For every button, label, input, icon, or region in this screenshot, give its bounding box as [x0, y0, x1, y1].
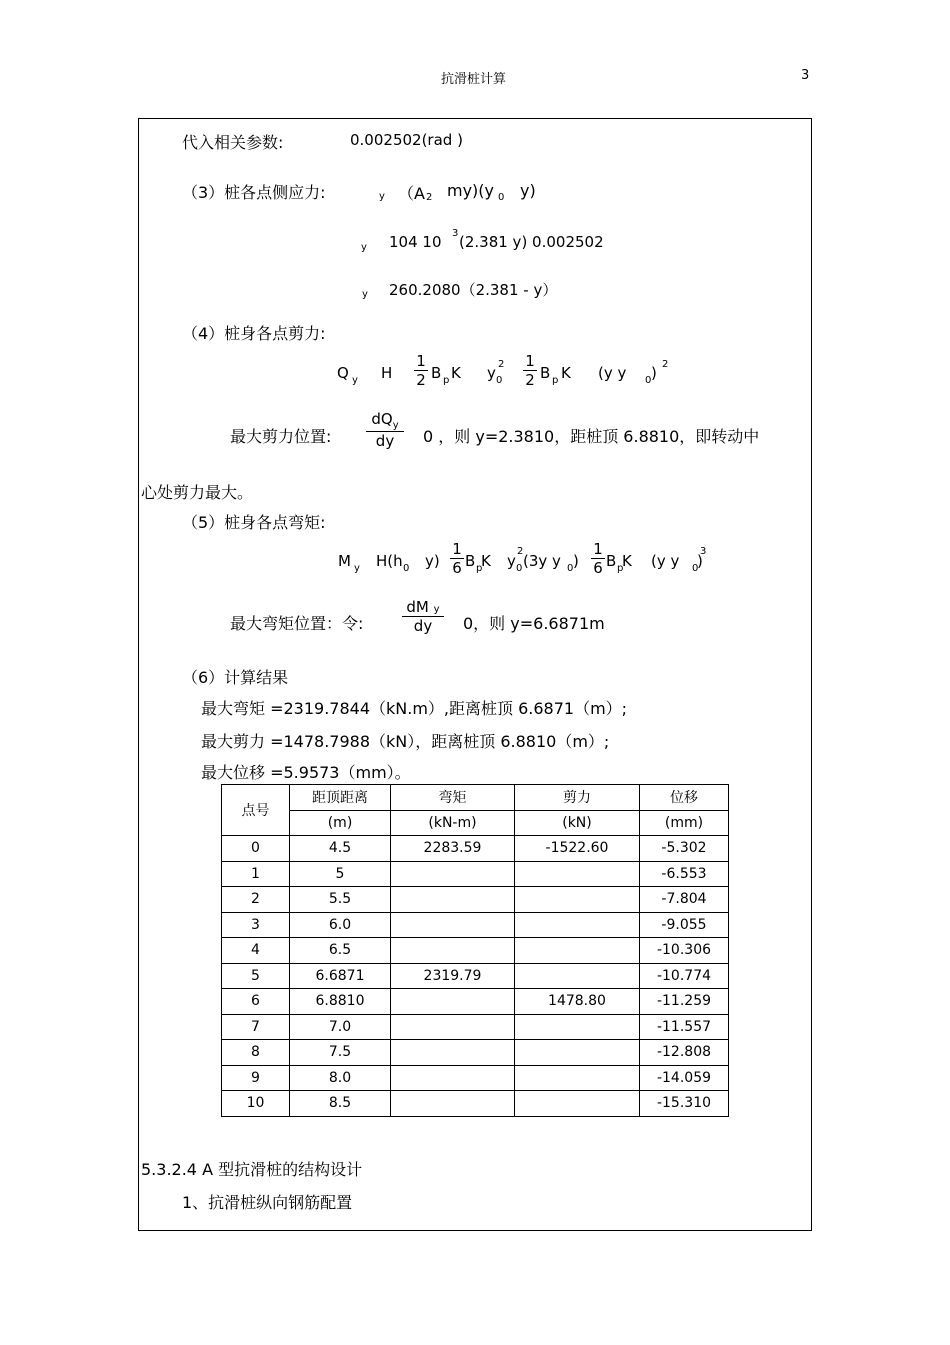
max-moment-text: 0，则 y=6.6871m [463, 614, 605, 633]
shear-k2: K [561, 364, 571, 382]
moment-y: y [507, 552, 516, 570]
table-cell: -5.302 [640, 836, 729, 862]
unit-distance: (m) [290, 810, 391, 836]
table-cell [391, 887, 515, 913]
table-cell [391, 861, 515, 887]
unit-moment: (kN-m) [391, 810, 515, 836]
shear-q: Q [337, 364, 349, 382]
moment-msub: y [354, 563, 360, 574]
section4-heading: （4）桩身各点剪力: [182, 324, 326, 343]
col-header-displacement: 位移 [640, 785, 729, 811]
shear-qsub: y [352, 375, 358, 386]
shear-deriv: $dQ_y$ dy [366, 410, 404, 450]
table-cell: -12.808 [640, 1040, 729, 1066]
results-table [221, 784, 729, 1117]
shear-p1: p [443, 375, 450, 386]
table-cell: 2319.79 [391, 963, 515, 989]
section6-heading: （6）计算结果 [182, 668, 289, 687]
params-value: 0.002502(rad ) [350, 131, 463, 149]
max-moment-label: 最大弯矩位置：令: [230, 614, 364, 633]
shear-y0: 0 [496, 375, 503, 386]
eq1-rest: my)(y [447, 181, 495, 200]
shear-h: H [381, 364, 393, 382]
eq2-sup: 3 [452, 228, 459, 239]
col-header-moment: 弯矩 [391, 785, 515, 811]
table-cell [391, 989, 515, 1015]
eq2-sub: y [361, 242, 367, 253]
table-cell [391, 1091, 515, 1117]
moment-paren: (y y [651, 552, 680, 570]
shear-b2: B [540, 364, 551, 382]
moment-deriv: dM y dy [402, 598, 444, 635]
table-cell [515, 861, 640, 887]
table-cell [515, 1014, 640, 1040]
shear-paren-sub: 0 [645, 375, 652, 386]
shear-b1: B [431, 364, 442, 382]
result-displacement: 最大位移 =5.9573（mm）。 [201, 763, 411, 782]
item-rebar: 1、抗滑桩纵向钢筋配置 [182, 1193, 353, 1212]
table-row [222, 912, 729, 938]
table-cell: 3 [222, 912, 290, 938]
table-cell: 4.5 [290, 836, 391, 862]
table-cell: 1 [222, 861, 290, 887]
table-cell: -10.774 [640, 963, 729, 989]
table-cell: 4 [222, 938, 290, 964]
moment-close: ) [697, 552, 703, 570]
table-cell [515, 912, 640, 938]
table-cell [391, 938, 515, 964]
moment-y2: 2 [517, 546, 524, 557]
shear-close: ) [651, 364, 657, 382]
header-title: 抗滑桩计算 [441, 72, 507, 87]
section-heading-5324: 5.3.2.4 A 型抗滑桩的结构设计 [141, 1160, 363, 1179]
table-cell: -14.059 [640, 1065, 729, 1091]
params-label: 代入相关参数: [182, 133, 284, 152]
table-cell: 10 [222, 1091, 290, 1117]
eq1-sub: y [379, 191, 385, 202]
table-cell: 5 [290, 861, 391, 887]
table-cell: 6 [222, 989, 290, 1015]
moment-p1: p [476, 563, 483, 574]
table-cell: -1522.60 [515, 836, 640, 862]
moment-par-sub: 0 [567, 563, 574, 574]
table-cell: 6.8810 [290, 989, 391, 1015]
moment-paren-sub: 0 [692, 563, 699, 574]
eq3-sub: y [362, 289, 368, 300]
moment-b1: B [465, 552, 476, 570]
eq1-body: （A [398, 184, 425, 203]
moment-hsub: 0 [403, 563, 410, 574]
moment-p2: p [617, 563, 624, 574]
moment-h: H(h [376, 552, 403, 570]
table-cell [515, 887, 640, 913]
table-cell [391, 1040, 515, 1066]
max-shear-label: 最大剪力位置: [230, 427, 332, 446]
shear-p2: p [552, 375, 559, 386]
table-cell: 1478.80 [515, 989, 640, 1015]
col-header-shear: 剪力 [515, 785, 640, 811]
col-header-distance: 距顶距离 [290, 785, 391, 811]
table-cell [515, 1065, 640, 1091]
table-cell: -9.055 [640, 912, 729, 938]
table-cell: -10.306 [640, 938, 729, 964]
table-row [222, 1091, 729, 1117]
eq1-sub2: 2 [426, 192, 433, 203]
moment-b2: B [606, 552, 617, 570]
table-cell: -6.553 [640, 861, 729, 887]
eq2-body: 104 10 [389, 233, 442, 251]
eq1-sub3: 0 [498, 192, 505, 203]
max-shear-text: 0 ，则 y=2.3810，距桩顶 6.8810，即转动中 [423, 427, 760, 446]
moment-y0: 0 [516, 563, 523, 574]
page-number: 3 [801, 68, 810, 83]
table-cell: 5.5 [290, 887, 391, 913]
table-row [222, 938, 729, 964]
moment-frac1: 1 6 [450, 540, 464, 577]
moment-k2: K [622, 552, 632, 570]
shear-k1: K [451, 364, 461, 382]
table-cell: -11.259 [640, 989, 729, 1015]
section3-heading: （3）桩各点侧应力: [182, 183, 326, 202]
shear-y: y [487, 364, 496, 382]
result-moment: 最大弯矩 =2319.7844（kN.m）,距离桩顶 6.6871（m）; [201, 699, 628, 718]
table-cell: 7.0 [290, 1014, 391, 1040]
table-cell [515, 1091, 640, 1117]
table-cell: 5 [222, 963, 290, 989]
table-row [222, 989, 729, 1015]
table-cell: -7.804 [640, 887, 729, 913]
table-row [222, 1065, 729, 1091]
max-shear-text2: 心处剪力最大。 [141, 483, 254, 502]
shear-frac1: 1 2 [414, 352, 428, 389]
table-cell: 7 [222, 1014, 290, 1040]
unit-displacement: (mm) [640, 810, 729, 836]
table-cell: 6.6871 [290, 963, 391, 989]
table-header-row-units [222, 810, 729, 836]
table-row [222, 1014, 729, 1040]
table-cell [391, 912, 515, 938]
table-cell [391, 1014, 515, 1040]
moment-frac2: 1 6 [591, 540, 605, 577]
moment-k1: K [481, 552, 491, 570]
shear-frac2: 1 2 [523, 352, 537, 389]
table-cell [515, 938, 640, 964]
col-header-index: 点号 [222, 785, 290, 836]
section5-heading: （5）桩身各点弯矩: [182, 513, 326, 532]
table-header-row-top [222, 785, 729, 811]
table-cell: 0 [222, 836, 290, 862]
moment-m: M [338, 552, 351, 570]
table-cell: 9 [222, 1065, 290, 1091]
moment-sup3: 3 [700, 546, 707, 557]
table-cell: -11.557 [640, 1014, 729, 1040]
moment-par: (3y y [523, 552, 561, 570]
table-cell [515, 1040, 640, 1066]
unit-shear: (kN) [515, 810, 640, 836]
table-cell: 8.5 [290, 1091, 391, 1117]
shear-sup2: 2 [662, 359, 669, 370]
table-cell [391, 1065, 515, 1091]
table-row [222, 1040, 729, 1066]
moment-hy: y) [425, 552, 440, 570]
shear-y2: 2 [498, 359, 505, 370]
table-cell: 2 [222, 887, 290, 913]
table-row [222, 963, 729, 989]
eq2-rest: (2.381 y) 0.002502 [459, 233, 604, 251]
table-row [222, 861, 729, 887]
table-cell: 8.0 [290, 1065, 391, 1091]
eq3-body: 260.2080（2.381 - y） [389, 281, 558, 299]
result-shear: 最大剪力 =1478.7988（kN），距离桩顶 6.8810（m）; [201, 732, 610, 751]
shear-paren: (y y [598, 364, 627, 382]
table-cell: 8 [222, 1040, 290, 1066]
table-row [222, 887, 729, 913]
table-cell: 6.0 [290, 912, 391, 938]
moment-par2: ) [573, 552, 579, 570]
table-cell: -15.310 [640, 1091, 729, 1117]
table-cell [515, 963, 640, 989]
table-row [222, 836, 729, 862]
eq1-end: y) [520, 181, 536, 200]
table-cell: 6.5 [290, 938, 391, 964]
table-cell: 7.5 [290, 1040, 391, 1066]
table-cell: 2283.59 [391, 836, 515, 862]
